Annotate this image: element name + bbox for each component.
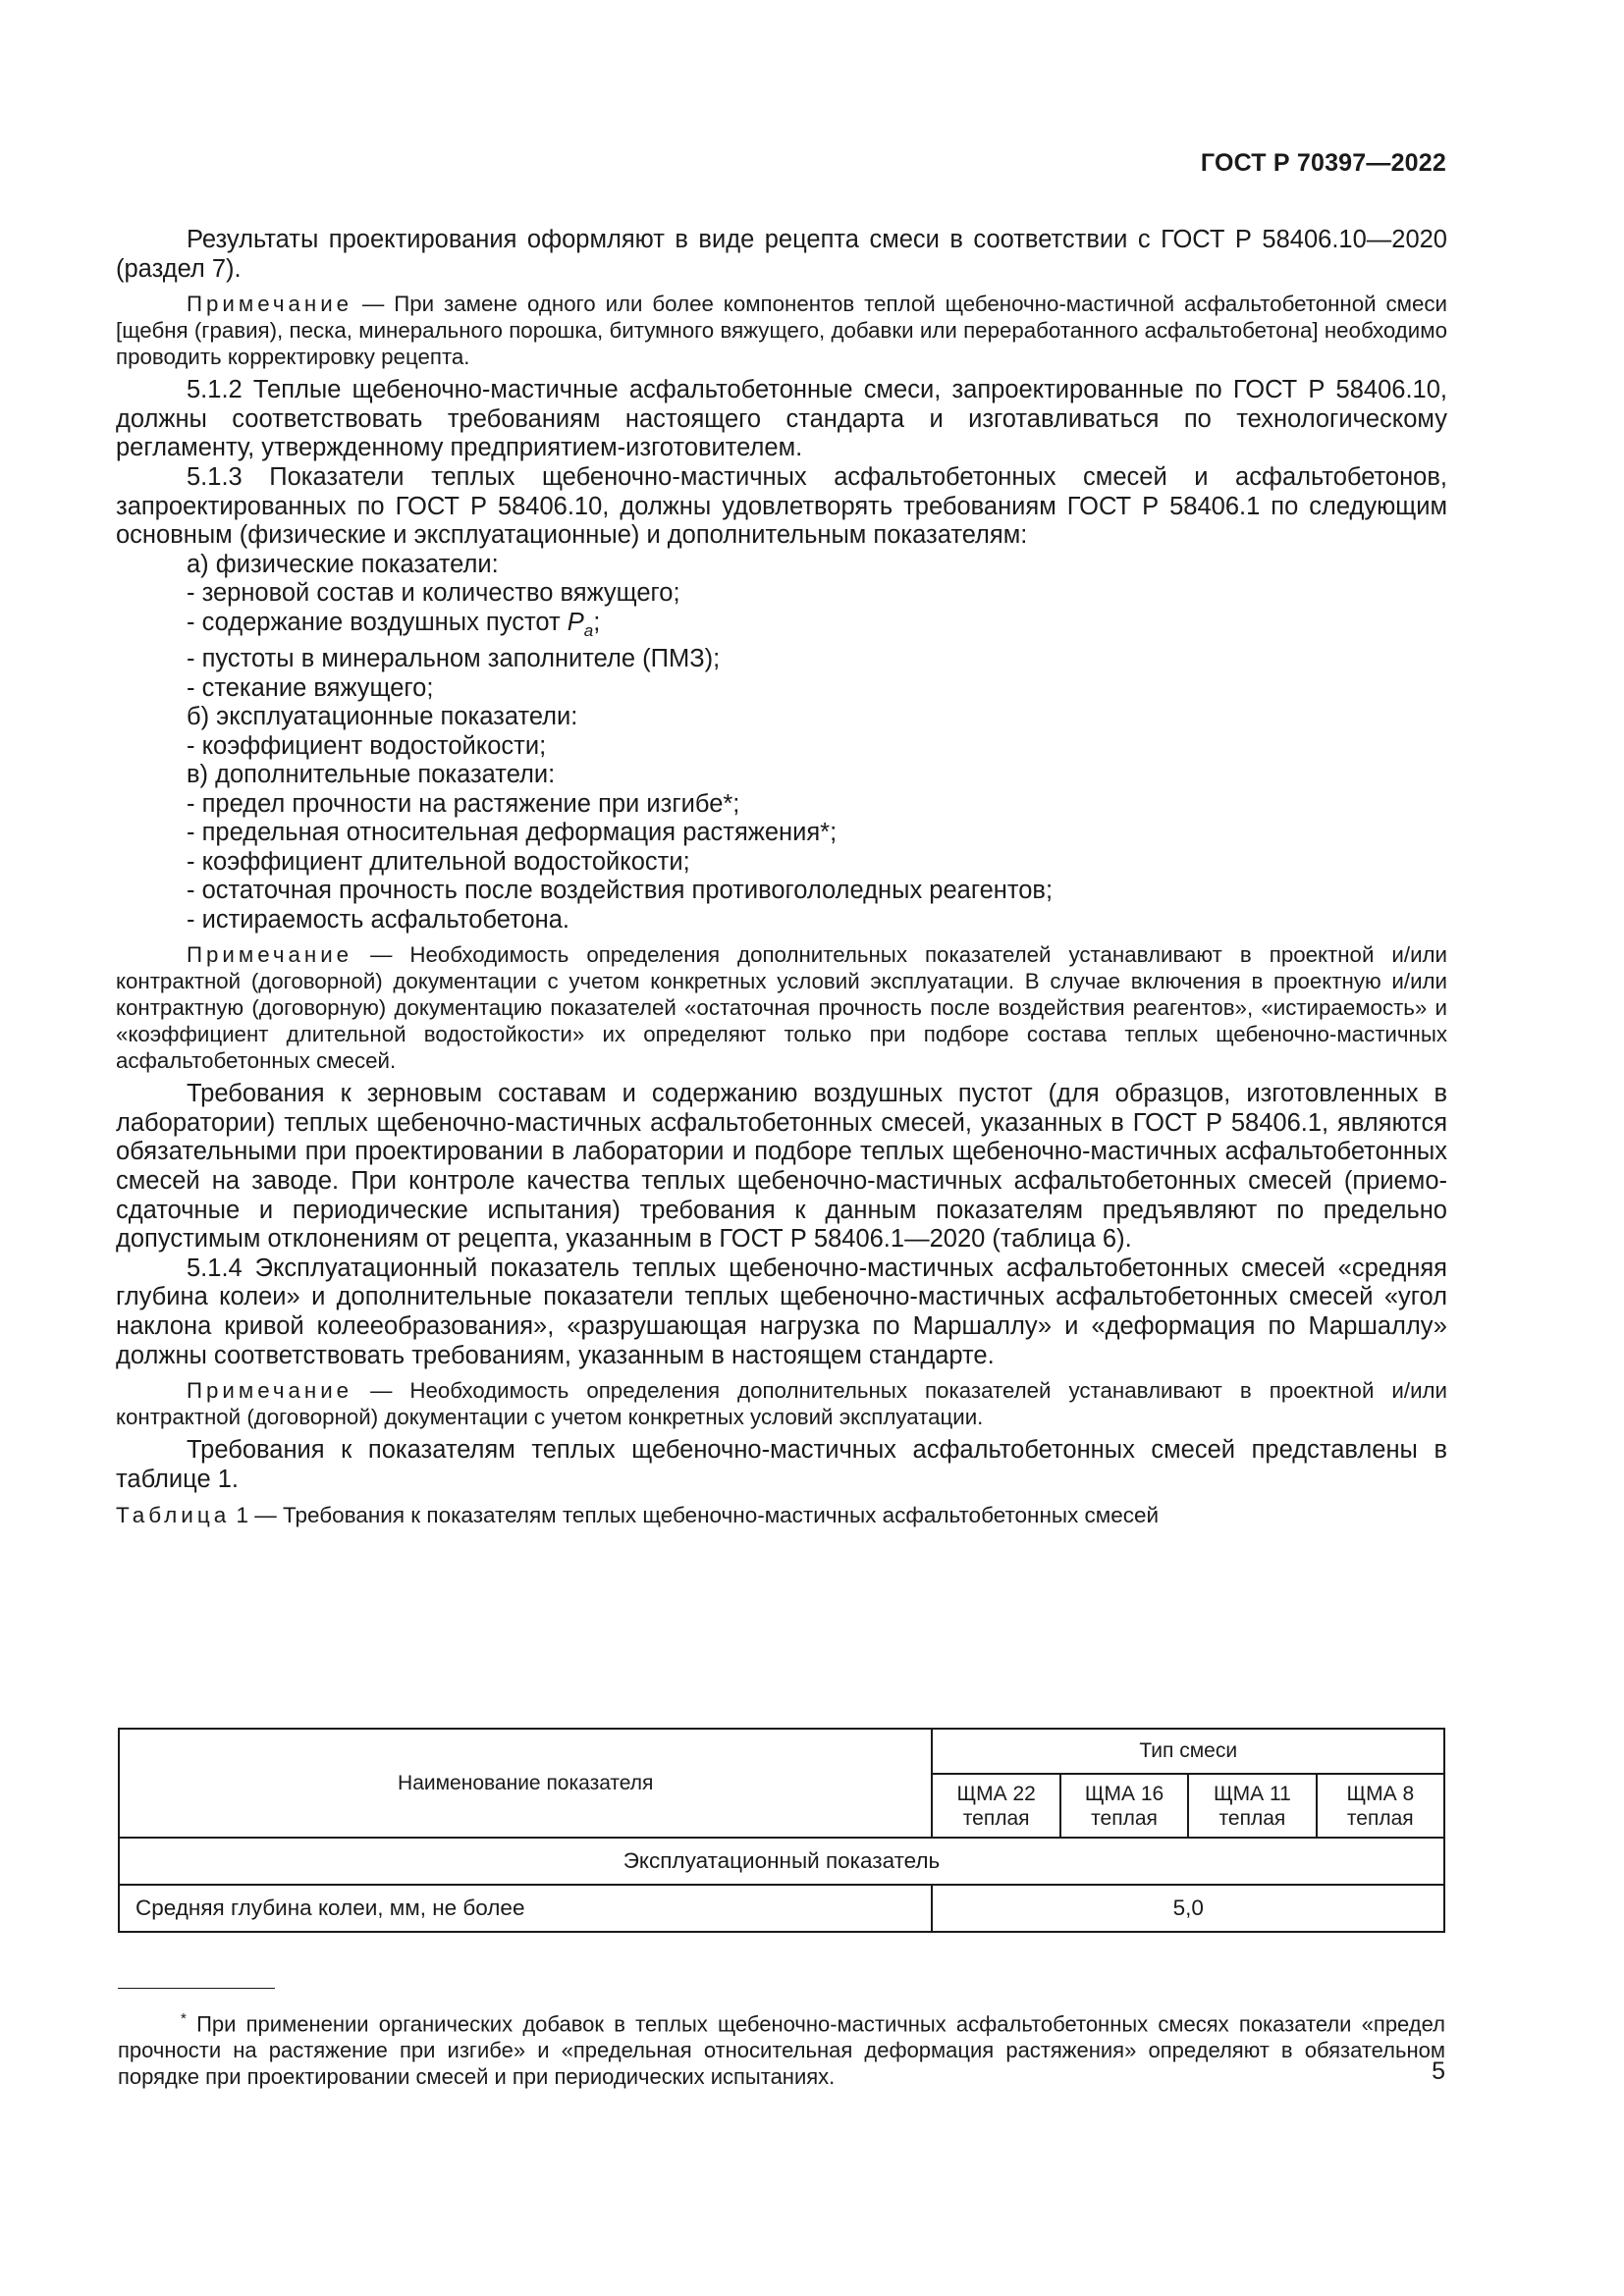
note-additional-indicators bbox=[116, 941, 1447, 1074]
column-header-mix-type: Тип смеси bbox=[932, 1729, 1444, 1774]
table-header-row bbox=[119, 1729, 1444, 1774]
paragraph-5-1-4: 5.1.4 Эксплуатационный показатель теплых щебеночно-мастичных асфальтобетонных смесей «средняя глубина колеи» и дополнительные показатели теплых щебеночно-мастичных асфальтобетонных смесей «угол наклона кривой колееобразования», «разрушающая нагрузка по Маршаллу» и «деформация по Маршаллу» должны соответствовать требованиям, указанным в настоящем стандарте. bbox=[116, 1254, 1447, 1369]
list-item: - истираемость асфальтобетона. bbox=[187, 905, 569, 934]
note-contract-docs bbox=[116, 1377, 1447, 1430]
footnote-text: При применении органических добавок в теплых щебеночно-мастичных асфальтобетонных смесях показатели «предел прочности на растяжение при изгибе» и «предельная относительная деформация растяжения» определяют в обязательном порядке при проектировании смесей и при периодических испытаниях. bbox=[118, 2011, 1445, 2090]
footnote-separator bbox=[118, 1988, 275, 1989]
list-item: - предел прочности на растяжение при изгибе*; bbox=[187, 789, 740, 818]
note-label: Примечание bbox=[187, 292, 353, 317]
paragraph-requirements: Требования к зерновым составам и содержанию воздушных пустот (для образцов, изготовленных в лаборатории) теплых щебеночно-мастичных асфальтобетонных смесей, указанных в ГОСТ Р 58406.1, являются обязательными при проектировании в лаборатории и подборе теплых щебеночно-мастичных асфальтобетонных смесей на заводе. При контроле качества теплых щебеночно-мастичных асфальтобетонных смесей (приемо-сдаточные и периодические испытания) требования к данным показателям предъявляют по предельно допустимым отклонениям от рецепта, указанным в ГОСТ Р 58406.1—2020 (таблица 6). bbox=[116, 1080, 1447, 1254]
mix-type-header: ЩМА 22 теплая bbox=[932, 1774, 1059, 1838]
indicator-list bbox=[116, 551, 1447, 935]
note-text: — Необходимость определения дополнительных показателей устанавливают в проектной и/или контрактной (договорной) документации с учетом конкретных условий эксплуатации. В случае включения в проектную и/или контрактную (договорную) документацию показателей «остаточная прочность после воздействия реагентов», «истираемость» и «коэффициент длительной водостойкости» их определяют только при подборе состава теплых щебеночно-мастичных асфальтобетонных смесей. bbox=[116, 942, 1447, 1074]
page-body bbox=[116, 226, 1447, 1529]
page-number: 5 bbox=[1432, 2057, 1445, 2085]
table-caption-text: 1 — Требования к показателям теплых щебеночно-мастичных асфальтобетонных смесей bbox=[230, 1503, 1160, 1528]
note-text: — При замене одного или более компонентов теплой щебеночно-мастичной асфальтобетонной смеси [щебня (гравия), песка, минерального порошка, битумного вяжущего, добавки или переработанного асфальтобетона] необходимо проводить корректировку рецепта. bbox=[116, 292, 1447, 370]
indicator-value-cell: 5,0 bbox=[932, 1885, 1444, 1932]
list-heading-physical: а) физические показатели: bbox=[187, 550, 499, 578]
mix-type-header: ЩМА 16 теплая bbox=[1060, 1774, 1188, 1838]
paragraph-5-1-3: 5.1.3 Показатели теплых щебеночно-мастичных асфальтобетонных смесей и асфальтобетонов, запроектированных по ГОСТ Р 58406.10, должны удовлетворять требованиям ГОСТ Р 58406.1 по следующим основным (физические и эксплуатационные) и дополнительным показателям: bbox=[116, 462, 1447, 550]
table-caption-label: Таблица bbox=[116, 1503, 231, 1528]
section-label: Эксплуатационный показатель bbox=[119, 1838, 1444, 1885]
list-item: - остаточная прочность после воздействия противогололедных реагентов; bbox=[187, 877, 1054, 905]
paragraph-recipe: Результаты проектирования оформляют в виде рецепта смеси в соответствии с ГОСТ Р 58406.10—2020 (раздел 7). bbox=[116, 226, 1447, 283]
footnote bbox=[118, 2005, 1445, 2090]
list-item: - предельная относительная деформация растяжения*; bbox=[187, 819, 838, 847]
indicator-name-cell: Средняя глубина колеи, мм, не более bbox=[119, 1885, 932, 1932]
list-item: - коэффициент водостойкости; bbox=[187, 731, 547, 760]
list-item: - пустоты в минеральном заполнителе (ПМЗ); bbox=[187, 645, 721, 673]
variable-p: P bbox=[567, 608, 584, 636]
mix-type-header: ЩМА 8 теплая bbox=[1317, 1774, 1444, 1838]
footnote-mark: * bbox=[181, 2010, 187, 2027]
list-item: - стекание вяжущего; bbox=[187, 673, 434, 702]
document-header: ГОСТ Р 70397—2022 bbox=[1200, 149, 1446, 177]
list-heading-operational: б) эксплуатационные показатели: bbox=[187, 703, 578, 731]
table-row bbox=[119, 1885, 1444, 1932]
mix-type-header: ЩМА 11 теплая bbox=[1188, 1774, 1316, 1838]
list-item: - коэффициент длительной водостойкости; bbox=[187, 847, 690, 876]
paragraph-5-1-2: 5.1.2 Теплые щебеночно-мастичные асфальтобетонные смеси, запроектированные по ГОСТ Р 58406.10, должны соответствовать требованиям настоящего стандарта и изготавливаться по технологическому регламенту, утвержденному предприятием-изготовителем. bbox=[116, 376, 1447, 462]
table-caption bbox=[116, 1502, 1447, 1529]
note-label: Примечание bbox=[187, 1378, 353, 1404]
column-header-name: Наименование показателя bbox=[119, 1729, 932, 1838]
paragraph-table-reference: Требования к показателям теплых щебеночно-мастичных асфальтобетонных смесей представлены в таблице 1. bbox=[116, 1436, 1447, 1493]
list-item-air-voids: - содержание воздушных пустот $P_a$; bbox=[187, 608, 601, 640]
note-recipe-correction bbox=[116, 291, 1447, 370]
variable-subscript: a bbox=[583, 620, 594, 640]
list-item: - зерновой состав и количество вяжущего; bbox=[187, 579, 680, 608]
table-section-row bbox=[119, 1838, 1444, 1885]
note-label: Примечание bbox=[187, 942, 353, 968]
list-heading-additional: в) дополнительные показатели: bbox=[187, 761, 556, 789]
note-text: — Необходимость определения дополнительных показателей устанавливают в проектной и/или контрактной (договорной) документации с учетом конкретных условий эксплуатации. bbox=[116, 1378, 1447, 1430]
requirements-table bbox=[118, 1728, 1445, 1933]
